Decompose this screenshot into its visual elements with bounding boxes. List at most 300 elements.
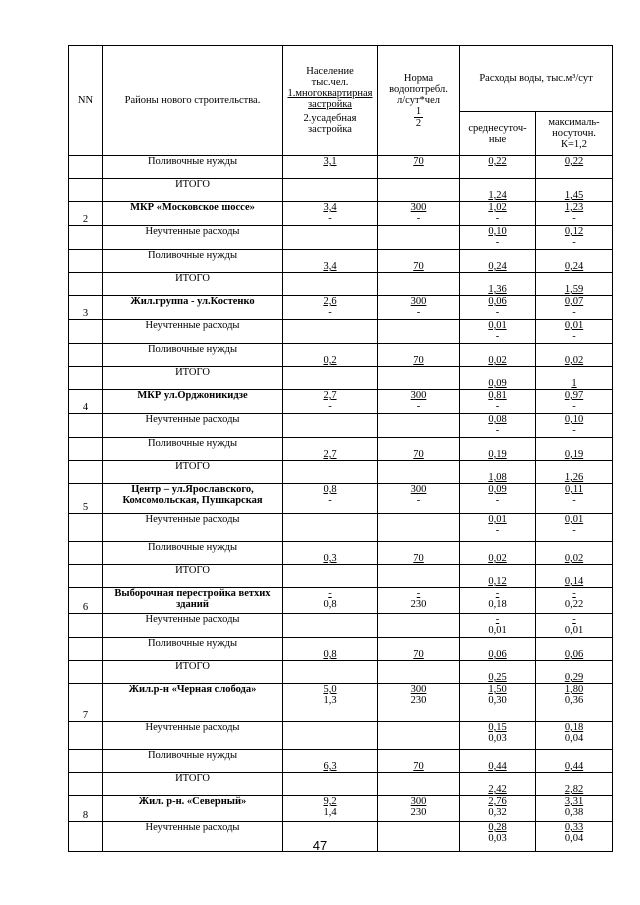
row-norm [378, 773, 460, 796]
row-max-flow-bottom: - [572, 237, 576, 248]
row-norm-bottom: 70 [413, 355, 424, 366]
table-row [69, 226, 613, 250]
row-nn [69, 614, 103, 638]
row-norm-bottom [380, 576, 457, 587]
row-max-flow [536, 320, 613, 344]
row-avg-flow-bottom: - [495, 401, 500, 412]
row-district-name: Поливочные нужды [103, 438, 283, 461]
row-population-bottom [285, 784, 375, 795]
row-population-top [285, 514, 375, 525]
row-population-top: 3,4 [323, 202, 337, 213]
row-avg-flow-top [462, 250, 533, 261]
row-population [283, 367, 378, 390]
row-norm [378, 796, 460, 822]
header-district: Районы нового строительства. [103, 46, 283, 156]
row-avg-flow-top: 0,28 [488, 822, 507, 833]
row-avg-flow [460, 367, 536, 390]
row-norm-bottom [380, 672, 457, 683]
row-population [283, 614, 378, 638]
row-population-bottom: 2,7 [323, 449, 337, 460]
row-max-flow [536, 773, 613, 796]
row-avg-flow [460, 179, 536, 202]
row-norm-top [380, 461, 457, 472]
row-avg-flow-bottom: 0,30 [488, 695, 507, 706]
row-population-top [285, 273, 375, 284]
row-population-top: 2,7 [323, 390, 337, 401]
row-nn [69, 773, 103, 796]
row-norm-top [380, 367, 457, 378]
row-avg-flow [460, 638, 536, 661]
row-norm [378, 320, 460, 344]
row-norm-top [380, 438, 457, 449]
row-norm-bottom [380, 190, 457, 201]
row-population [283, 722, 378, 750]
row-max-flow [536, 390, 613, 414]
row-district-name: ИТОГО [103, 565, 283, 588]
row-avg-flow-top [462, 542, 533, 553]
header-norm-line1: Норма [403, 72, 434, 84]
table-row [69, 414, 613, 438]
row-norm-bottom: 70 [413, 553, 424, 564]
row-avg-flow [460, 320, 536, 344]
row-nn [69, 722, 103, 750]
row-max-flow-bottom: 2,82 [564, 784, 584, 795]
row-max-flow [536, 226, 613, 250]
header-norm [378, 46, 460, 156]
row-max-flow-bottom: - [572, 495, 576, 506]
row-avg-flow-bottom: - [495, 525, 500, 536]
row-avg-flow [460, 156, 536, 179]
row-avg-flow-top [462, 438, 533, 449]
row-norm [378, 250, 460, 273]
row-max-flow-bottom: 1 [571, 378, 577, 389]
row-norm [378, 638, 460, 661]
row-nn [69, 514, 103, 542]
row-district-name: Поливочные нужды [103, 638, 283, 661]
table-row [69, 179, 613, 202]
row-nn: 4 [69, 390, 103, 414]
row-norm-bottom: - [416, 307, 421, 318]
row-norm [378, 390, 460, 414]
row-avg-flow [460, 438, 536, 461]
row-avg-flow-top: 0,06 [488, 296, 507, 307]
row-norm-bottom [380, 167, 457, 178]
row-norm [378, 273, 460, 296]
row-avg-flow-top: 0,81 [488, 390, 507, 401]
row-population-top: - [328, 588, 332, 599]
row-avg-flow-top [462, 461, 533, 472]
row-avg-flow-bottom: 1,36 [488, 284, 507, 295]
table-row [69, 514, 613, 542]
row-max-flow-top: 0,10 [564, 414, 584, 425]
row-max-flow [536, 796, 613, 822]
row-population-bottom: - [328, 401, 332, 412]
table-row [69, 796, 613, 822]
row-norm-top [380, 722, 457, 733]
row-population-bottom [285, 576, 375, 587]
row-avg-flow-top [462, 344, 533, 355]
row-population-bottom [285, 237, 375, 248]
row-avg-flow-top [462, 367, 533, 378]
row-population [283, 661, 378, 684]
row-max-flow-top [538, 565, 610, 576]
header-norm-fraction-bottom: 2 [415, 117, 422, 129]
row-max-flow-top: 3,31 [564, 796, 584, 807]
row-population-top [285, 542, 375, 553]
row-max-flow-bottom: 0,04 [564, 833, 584, 844]
row-max-flow-bottom: 0,19 [564, 449, 584, 460]
row-norm-bottom: 70 [413, 449, 424, 460]
row-norm-bottom [380, 625, 457, 636]
header-avg: среднесуточ-ные [460, 112, 536, 156]
row-district-name: МКР «Московское шоссе» [103, 202, 283, 226]
row-population-top [285, 226, 375, 237]
row-max-flow [536, 588, 613, 614]
row-max-flow-top [538, 250, 610, 261]
row-district-name: Неучтенные расходы [103, 320, 283, 344]
row-norm [378, 722, 460, 750]
row-norm [378, 367, 460, 390]
row-avg-flow [460, 614, 536, 638]
row-district-name: Неучтенные расходы [103, 822, 283, 852]
row-district-name: Поливочные нужды [103, 750, 283, 773]
row-max-flow-top [538, 367, 610, 378]
row-avg-flow-bottom: 0,24 [488, 261, 507, 272]
table-row [69, 661, 613, 684]
row-norm-top [380, 750, 457, 761]
row-population [283, 296, 378, 320]
row-max-flow-bottom: 0,04 [564, 733, 584, 744]
row-norm-top [380, 542, 457, 553]
table-row [69, 438, 613, 461]
row-district-name: ИТОГО [103, 367, 283, 390]
row-avg-flow-bottom: 0,02 [488, 355, 507, 366]
row-norm-top: 300 [410, 684, 427, 695]
row-max-flow-bottom: 1,26 [564, 472, 584, 483]
row-max-flow [536, 750, 613, 773]
row-avg-flow [460, 773, 536, 796]
row-population-bottom: 6,3 [323, 761, 337, 772]
header-max: максималь-носуточн. К=1,2 [536, 112, 613, 156]
header-population-line1: Население [306, 66, 354, 77]
row-population-top [285, 773, 375, 784]
header-population [283, 46, 378, 156]
water-demand-table [68, 45, 613, 852]
row-max-flow-bottom: - [572, 307, 576, 318]
row-max-flow [536, 542, 613, 565]
row-population-bottom: 0,8 [323, 599, 337, 610]
row-norm-bottom: - [416, 213, 421, 224]
row-nn [69, 226, 103, 250]
row-avg-flow-bottom: 2,42 [488, 784, 507, 795]
row-population-bottom: 1,3 [323, 695, 337, 706]
table-row [69, 588, 613, 614]
row-max-flow-top: 0,97 [564, 390, 584, 401]
header-population-line3: 1.многоквартирная застройка [287, 88, 373, 110]
row-district-name: Неучтенные расходы [103, 722, 283, 750]
row-population [283, 202, 378, 226]
row-nn: 2 [69, 202, 103, 226]
row-norm-top [380, 414, 457, 425]
row-population-top [285, 179, 375, 190]
row-avg-flow [460, 202, 536, 226]
row-norm-bottom [380, 331, 457, 342]
row-nn [69, 414, 103, 438]
row-norm-top [380, 661, 457, 672]
row-max-flow-bottom [538, 167, 610, 178]
table-row [69, 773, 613, 796]
table-row [69, 684, 613, 722]
row-avg-flow-bottom: - [495, 425, 500, 436]
header-norm-line2: водопотребл. [389, 83, 448, 95]
row-avg-flow-bottom: 0,44 [488, 761, 507, 772]
row-max-flow-bottom: - [572, 331, 576, 342]
row-norm-bottom [380, 733, 457, 744]
row-nn: 5 [69, 484, 103, 514]
row-norm-top: 300 [410, 390, 427, 401]
table-row [69, 614, 613, 638]
table-row [69, 750, 613, 773]
row-population-top [285, 638, 375, 649]
row-population [283, 390, 378, 414]
row-max-flow [536, 514, 613, 542]
row-max-flow-top: 0,01 [564, 320, 584, 331]
row-population [283, 565, 378, 588]
row-avg-flow-top: 1,02 [488, 202, 507, 213]
row-nn [69, 438, 103, 461]
row-max-flow-top [538, 542, 610, 553]
row-avg-flow-bottom: 0,02 [488, 553, 507, 564]
row-population-top: 3,1 [323, 156, 337, 167]
row-norm-bottom [380, 284, 457, 295]
row-population-bottom: 1,4 [323, 807, 337, 818]
row-population [283, 156, 378, 179]
row-population-top [285, 661, 375, 672]
row-avg-flow-top: 0,09 [488, 484, 507, 495]
row-norm [378, 684, 460, 722]
row-nn [69, 367, 103, 390]
row-population-top [285, 750, 375, 761]
row-max-flow-top: 1,23 [564, 202, 584, 213]
row-norm [378, 202, 460, 226]
row-max-flow-top: 0,18 [564, 722, 584, 733]
row-population-bottom [285, 378, 375, 389]
row-norm [378, 414, 460, 438]
row-avg-flow [460, 414, 536, 438]
row-avg-flow-bottom: - [495, 307, 500, 318]
row-avg-flow-top: 0,01 [488, 514, 507, 525]
row-max-flow-bottom: - [572, 213, 576, 224]
row-avg-flow-top [462, 750, 533, 761]
row-population-bottom [285, 331, 375, 342]
row-max-flow-top: 0,11 [565, 484, 583, 495]
row-norm-top [380, 822, 457, 833]
row-population-bottom: - [328, 307, 332, 318]
row-max-flow-top [538, 773, 610, 784]
row-population-top [285, 438, 375, 449]
table-row [69, 565, 613, 588]
row-avg-flow [460, 250, 536, 273]
row-max-flow-bottom: 1,59 [564, 284, 584, 295]
row-norm-bottom [380, 378, 457, 389]
row-avg-flow-top [462, 179, 533, 190]
row-population-top: 9,2 [323, 796, 337, 807]
row-nn [69, 250, 103, 273]
row-population [283, 438, 378, 461]
row-population-top [285, 250, 375, 261]
table-row [69, 367, 613, 390]
row-avg-flow-bottom: 0,12 [488, 576, 507, 587]
row-max-flow-bottom: 0,44 [564, 761, 584, 772]
row-nn: 8 [69, 796, 103, 822]
row-district-name: ИТОГО [103, 661, 283, 684]
row-avg-flow-top [462, 773, 533, 784]
row-norm [378, 296, 460, 320]
row-avg-flow [460, 344, 536, 367]
row-max-flow-top [538, 461, 610, 472]
header-norm-fraction [414, 106, 423, 129]
row-max-flow-top [538, 273, 610, 284]
row-population [283, 638, 378, 661]
row-max-flow-bottom: 0,02 [564, 553, 584, 564]
row-nn [69, 461, 103, 484]
row-population-bottom [285, 190, 375, 201]
header-norm-line3: л/сут*чел [397, 94, 440, 106]
row-avg-flow-top: 0,15 [488, 722, 507, 733]
row-district-name: Поливочные нужды [103, 542, 283, 565]
row-population-bottom: - [328, 213, 332, 224]
row-max-flow-top: - [572, 614, 576, 625]
row-nn [69, 179, 103, 202]
row-population-top: 2,6 [323, 296, 337, 307]
row-avg-flow [460, 796, 536, 822]
row-nn [69, 156, 103, 179]
row-avg-flow [460, 722, 536, 750]
row-max-flow-top [538, 638, 610, 649]
row-district-name: Неучтенные расходы [103, 614, 283, 638]
row-avg-flow-bottom: 0,03 [488, 733, 507, 744]
row-avg-flow [460, 226, 536, 250]
row-norm [378, 461, 460, 484]
row-avg-flow-top: 1,50 [488, 684, 507, 695]
table-row [69, 484, 613, 514]
header-nn: NN [69, 46, 103, 156]
row-avg-flow-bottom: 0,01 [488, 625, 507, 636]
row-avg-flow-bottom: 0,32 [488, 807, 507, 818]
row-nn: 3 [69, 296, 103, 320]
row-max-flow [536, 661, 613, 684]
row-district-name: Центр – ул.Ярославского, Комсомольская, Пушкарская [103, 484, 283, 514]
row-district-name: ИТОГО [103, 273, 283, 296]
row-district-name: Поливочные нужды [103, 250, 283, 273]
row-avg-flow [460, 588, 536, 614]
row-avg-flow-bottom: 0,19 [488, 449, 507, 460]
table-body [69, 156, 613, 852]
row-max-flow-bottom: 1,45 [564, 190, 584, 201]
row-norm [378, 588, 460, 614]
row-avg-flow [460, 461, 536, 484]
row-norm-top [380, 344, 457, 355]
row-district-name: Поливочные нужды [103, 156, 283, 179]
row-nn [69, 750, 103, 773]
row-max-flow-top: 0,33 [564, 822, 584, 833]
row-population-bottom [285, 733, 375, 744]
table-row [69, 202, 613, 226]
table-row [69, 250, 613, 273]
row-avg-flow-bottom: 0,09 [488, 378, 507, 389]
row-max-flow [536, 156, 613, 179]
row-norm-top [380, 226, 457, 237]
table-row [69, 461, 613, 484]
row-norm-top: 300 [410, 796, 427, 807]
row-population-bottom: 3,4 [323, 261, 337, 272]
row-population-top [285, 320, 375, 331]
row-norm [378, 156, 460, 179]
row-avg-flow-bottom: - [495, 331, 500, 342]
row-max-flow-bottom: - [572, 425, 576, 436]
row-norm [378, 344, 460, 367]
row-max-flow-top: 0,12 [564, 226, 584, 237]
table-row [69, 156, 613, 179]
table-row [69, 390, 613, 414]
row-population [283, 773, 378, 796]
header-flow: Расходы воды, тыс.м³/сут [460, 46, 613, 112]
row-avg-flow-top: 0,08 [488, 414, 507, 425]
row-max-flow-bottom: 0,01 [564, 625, 584, 636]
row-population-bottom [285, 672, 375, 683]
row-max-flow-bottom: - [572, 525, 576, 536]
row-district-name: Выборочная перестройка ветхих зданий [103, 588, 283, 614]
row-district-name: Неучтенные расходы [103, 414, 283, 438]
row-avg-flow-bottom: 0,25 [488, 672, 507, 683]
row-population-bottom [285, 625, 375, 636]
row-max-flow-top: 0,22 [564, 156, 584, 167]
header-norm-fraction-top: 1 [415, 105, 422, 117]
table-row [69, 542, 613, 565]
row-district-name: МКР ул.Орджоникидзе [103, 390, 283, 414]
row-norm [378, 614, 460, 638]
row-population [283, 588, 378, 614]
table-row [69, 273, 613, 296]
row-max-flow-top: 0,01 [564, 514, 584, 525]
row-population-top [285, 367, 375, 378]
row-population [283, 273, 378, 296]
row-norm [378, 438, 460, 461]
row-norm-bottom [380, 525, 457, 536]
row-max-flow [536, 722, 613, 750]
row-nn [69, 273, 103, 296]
row-max-flow [536, 179, 613, 202]
row-norm-top [380, 514, 457, 525]
row-population [283, 344, 378, 367]
row-max-flow [536, 638, 613, 661]
row-avg-flow-top [462, 273, 533, 284]
row-norm-bottom [380, 237, 457, 248]
row-avg-flow [460, 750, 536, 773]
row-avg-flow-bottom: - [495, 495, 500, 506]
row-district-name: Жил.группа - ул.Костенко [103, 296, 283, 320]
row-norm-bottom: 70 [413, 261, 424, 272]
row-norm-bottom: 70 [413, 649, 424, 660]
row-population [283, 484, 378, 514]
row-avg-flow-top: 2,76 [488, 796, 507, 807]
row-max-flow [536, 414, 613, 438]
row-max-flow [536, 202, 613, 226]
row-population-bottom [285, 284, 375, 295]
row-avg-flow-top [462, 638, 533, 649]
row-norm-bottom: 230 [410, 807, 427, 818]
row-avg-flow-bottom: - [495, 237, 500, 248]
